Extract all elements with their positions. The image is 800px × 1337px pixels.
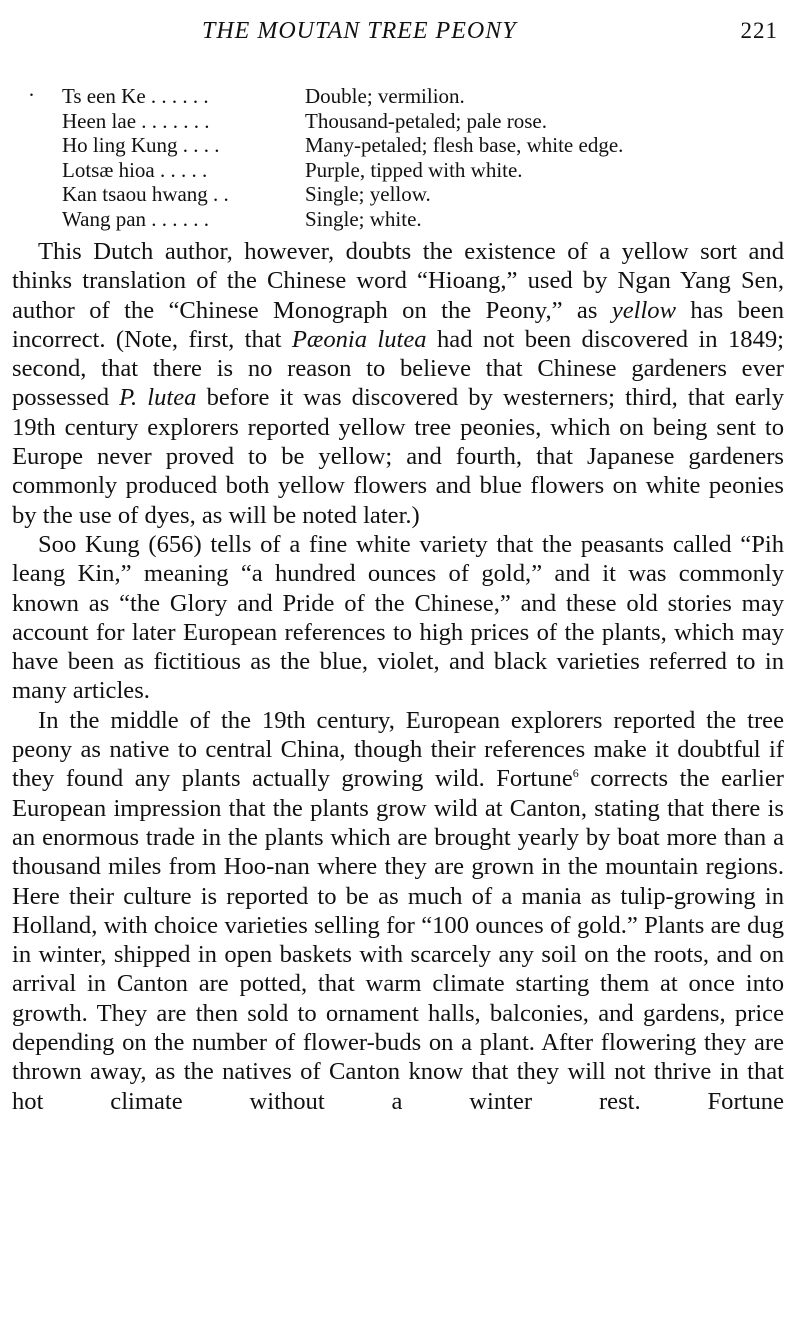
- variety-description: Thousand-petaled; pale rose.: [305, 108, 547, 133]
- variety-list: [12, 84, 784, 231]
- variety-row: [12, 207, 784, 232]
- page-header: [12, 18, 784, 52]
- variety-name: Wang pan . . . . . .: [62, 206, 210, 231]
- text-run: has been incorrect. (Note, first, that: [12, 296, 784, 353]
- footnote-reference[interactable]: 6: [572, 766, 579, 781]
- variety-row: [12, 133, 784, 158]
- variety-name: Heen lae . . . . . . .: [62, 108, 210, 133]
- variety-name: Kan tsaou hwang . .: [62, 182, 229, 206]
- paragraph-soo-kung: Soo Kung (656) tells of a fine white variety that the peasants called “Pih leang Kin,” meaning “a hundred ounces of gold,” and it was commonly known as “the Glory and Pride of the Chinese,” and these old stories may account for later European references to high prices of the plants, which may have been as fictitious as the blue, violet, and black varieties referred to in many articles.: [12, 530, 784, 705]
- paragraph-dutch-author: [12, 237, 784, 530]
- variety-row: [12, 158, 784, 183]
- text-run: This Dutch author, however, doubts the existence of a yellow sort and thinks translation of the Chinese word “Hioang,” used by Ngan Yang Sen, author of the “Chinese Monograph on the Peony,” as: [12, 238, 784, 324]
- book-page: [12, 0, 784, 1337]
- paragraph-fortune: [12, 706, 784, 1116]
- variety-row: [12, 182, 784, 207]
- variety-row: [12, 109, 784, 134]
- variety-description: Many-petaled; flesh base, white edge.: [305, 133, 624, 157]
- italic-term-yellow: yellow: [611, 296, 677, 324]
- italic-species-abbrev: P. lutea: [119, 384, 197, 412]
- variety-name: Ho ling Kung . . . .: [62, 133, 220, 157]
- text-run: corrects the earlier European impression that the plants grow wild at Canton, stating that there is an enormous trade in the plants which are brought yearly by boat more than a thousand miles from Hoo-nan where they are grown in the mountain regions. Here their culture is reported to be as much of a mania as tulip-growing in Holland, with choice varieties selling for “100 ounces of gold.” Plants are dug in winter, shipped in open baskets with scarcely any soil on the roots, and on arrival in Canton are potted, that warm climate starting them at once into growth. They are then sold to ornament halls, balconies, and gardens, price depending on the number of flower-buds on a plant. After flowering they are thrown away, as the natives of Canton know that they will not thrive in that hot climate without a winter rest. Fortune: [12, 765, 784, 1115]
- text-run: had not been discovered in 1849; second, that there is no reason to believe that Chinese gardeners ever possessed: [12, 325, 784, 412]
- list-bullet: ·: [28, 83, 35, 107]
- variety-description: Double; vermilion.: [305, 84, 465, 108]
- variety-row: [12, 84, 784, 109]
- variety-description: Single; yellow.: [305, 182, 431, 206]
- text-run: In the middle of the 19th century, European explorers reported the tree peony as native to central China, though their references make it doubtful if they found any plants actually growing wild. Fortune: [12, 706, 784, 793]
- page-number: 221: [740, 18, 778, 43]
- variety-name: Lotsæ hioa . . . . .: [62, 157, 208, 182]
- text-run: before it was discovered by westerners; third, that early 19th century explorers reported yellow tree peonies, which on being sent to Europe never proved to be yellow; and fourth, that Japanese gardeners commonly produced both yellow flowers and blue flowers on white peonies by the use of dyes, as will be noted later.): [12, 384, 785, 529]
- italic-species-name: Pæonia lutea: [291, 325, 427, 353]
- running-title: THE MOUTAN TREE PEONY: [202, 18, 517, 44]
- variety-name: Ts een Ke . . . . . .: [62, 84, 209, 108]
- variety-description: Purple, tipped with white.: [305, 157, 523, 182]
- variety-description: Single; white.: [305, 206, 422, 231]
- body-text: [12, 237, 784, 1116]
